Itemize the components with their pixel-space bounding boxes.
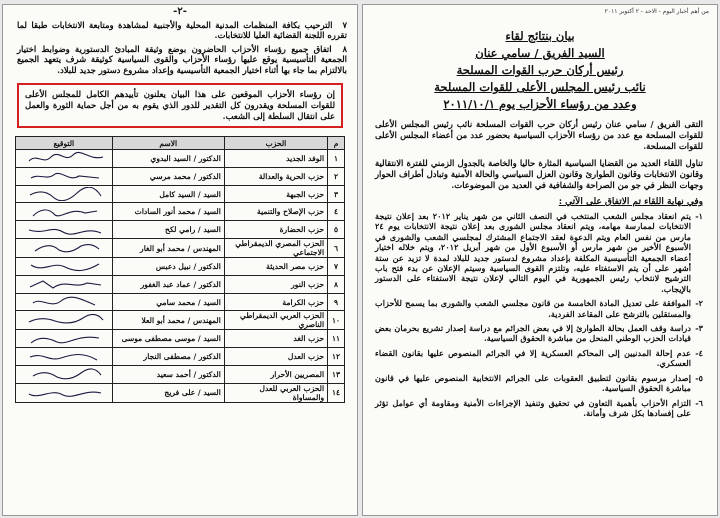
row-number: ٩ — [328, 293, 345, 311]
col-signature: التوقيع — [16, 137, 113, 150]
row-signature — [16, 150, 113, 168]
title-line-1: بيان بنتائج لقاء — [505, 29, 575, 43]
table-row — [16, 293, 345, 311]
agreement-item-7 — [17, 20, 347, 41]
agreement-point — [375, 348, 703, 369]
handwritten-signature — [25, 313, 109, 327]
page-two — [2, 4, 358, 516]
row-name: المهندس / محمد أبو العلا — [112, 311, 224, 330]
row-number: ٦ — [328, 239, 345, 258]
row-signature — [16, 383, 113, 402]
table-row — [16, 383, 345, 402]
signatories-table — [15, 136, 345, 403]
row-signature — [16, 330, 113, 348]
row-name: الدكتور / السيد البدوي — [112, 150, 224, 168]
row-number: ٤ — [328, 203, 345, 221]
highlighted-statement-text: إن رؤساء الأحزاب الموقعين على هذا البيان يعلنون تأييدهم الكامل للمجلس الأعلى للقوات المسلحة ويقدرون كل التقدير للدور الذي يقوم به من أجل حماية الثورة والعمل على انتقال السلطة إلى الشعب. — [25, 89, 335, 122]
row-name: السيد / محمد أنور السادات — [112, 203, 224, 221]
agreement-point — [375, 373, 703, 394]
row-signature — [16, 348, 113, 366]
row-number: ١٠ — [328, 311, 345, 330]
row-signature — [16, 258, 113, 276]
row-name: الدكتور / عماد عبد الغفور — [112, 275, 224, 293]
row-name: السيد / السيد كامل — [112, 185, 224, 203]
table-row — [16, 330, 345, 348]
row-number: ١١ — [328, 330, 345, 348]
row-signature — [16, 203, 113, 221]
row-number: ٥ — [328, 221, 345, 239]
row-name: الدكتور / مصطفى النجار — [112, 348, 224, 366]
table-row — [16, 185, 345, 203]
handwritten-signature — [25, 223, 109, 237]
point-number: ٤- — [695, 347, 703, 358]
point-text: إصدار مرسوم بقانون لتطبيق العقوبات على الجرائم الانتخابية المنصوص عليها في قانون مباشرة الحقوق السياسية. — [375, 372, 691, 394]
table-header-row — [16, 137, 345, 150]
handwritten-signature — [25, 277, 109, 291]
statement-title — [363, 28, 717, 113]
agreed-heading: وفي نهاية اللقاء تم الاتفاق على الآتي : — [558, 197, 703, 207]
col-name: الاسم — [112, 137, 224, 150]
title-line-2: السيد الفريق / سامي عنان — [475, 46, 605, 60]
row-number: ٢ — [328, 167, 345, 185]
table-row — [16, 311, 345, 330]
row-party: حزب الإصلاح والتنمية — [224, 203, 327, 221]
page-one — [362, 4, 718, 516]
handwritten-signature — [25, 332, 109, 346]
point-text: الموافقة على تعديل المادة الخامسة من قانون مجلسي الشعب والشورى بما يسمح للأحزاب والمستقلين بالترشح على المقاعد الفردية. — [375, 298, 691, 319]
row-signature — [16, 239, 113, 258]
row-number: ١ — [328, 150, 345, 168]
agreement-item-8 — [17, 44, 347, 75]
row-party: الحزب المصري الديمقراطي الاجتماعي — [224, 239, 327, 258]
point-number: ٢- — [695, 298, 703, 309]
row-number: ٣ — [328, 185, 345, 203]
row-party: حزب العدل — [224, 348, 327, 366]
row-party: الوفد الجديد — [224, 150, 327, 168]
point-number: ٦- — [695, 397, 703, 408]
row-number: ١٤ — [328, 383, 345, 402]
row-name: المهندس / محمد أبو الغار — [112, 239, 224, 258]
row-name: السيد / محمد سامي — [112, 293, 224, 311]
table-row — [16, 203, 345, 221]
row-number: ١٣ — [328, 366, 345, 384]
row-name: السيد / على فريج — [112, 383, 224, 402]
row-signature — [16, 221, 113, 239]
handwritten-signature — [25, 169, 109, 183]
handwritten-signature — [25, 367, 109, 381]
row-party: حزب الجبهة — [224, 185, 327, 203]
row-number: ٨ — [328, 275, 345, 293]
row-party: الحزب العربي الديمقراطي الناصري — [224, 311, 327, 330]
row-name: السيد / موسى مصطفى موسى — [112, 330, 224, 348]
col-party: الحزب — [224, 137, 327, 150]
col-num: م — [328, 137, 345, 150]
point-text: التزام الأحزاب بأهمية التعاون في تحقيق وتنفيذ الإجراءات الأمنية ومقاومة أي عوامل تؤثر على إفسادها بكل شرف وأمانة. — [375, 397, 691, 418]
discussion-paragraph: تناول اللقاء العديد من القضايا السياسية المثارة حاليا والخاصة بالجدول الزمني للفترة الانتقالية وقانون الانتخابات وقانون الطوارئ وقانون العزل السياسي والحالة الأمنية وتبادل أطراف الحوار وجهات النظر في جو من الصراحة والشفافية في العديد من الموضوعات. — [375, 158, 703, 190]
handwritten-signature — [25, 151, 109, 165]
handwritten-signature — [25, 259, 109, 273]
row-party: المصريين الأحرار — [224, 366, 327, 384]
handwritten-signature — [25, 350, 109, 364]
item-number: ٧ — [342, 20, 347, 30]
handwritten-signature — [25, 295, 109, 309]
handwritten-signature — [25, 241, 109, 255]
table-row — [16, 150, 345, 168]
table-row — [16, 366, 345, 384]
table-row — [16, 348, 345, 366]
row-party: حزب الغد — [224, 330, 327, 348]
row-name: الدكتور / نبيل دعبس — [112, 258, 224, 276]
row-name: السيد / رامي لكح — [112, 221, 224, 239]
item-number: ٨ — [342, 43, 347, 54]
handwritten-signature — [25, 187, 109, 201]
page-header — [363, 5, 717, 18]
item-text: الترحيب بكافة المنظمات المدنية المحلية والأجنبية لمشاهدة ومتابعة الانتخابات طبقا لما تقرره اللجنة القضائية العليا للانتخابات. — [17, 20, 347, 41]
row-signature — [16, 275, 113, 293]
row-party: حزب مصر الحديثة — [224, 258, 327, 276]
agreement-point — [375, 398, 703, 419]
intro-paragraph: التقى الفريق / سامي عنان رئيس أركان حرب القوات المسلحة نائب رئيس المجلس الأعلى للقوات المسلحة مع عدد من رؤساء الأحزاب السياسية بحضور عدد من أعضاء المجلس الأعلى للقوات المسلحة. — [375, 119, 703, 151]
title-line-3: رئيس أركان حرب القوات المسلحة — [456, 63, 624, 77]
page-number: -٢- — [173, 6, 187, 17]
table-row — [16, 167, 345, 185]
agreement-point — [375, 211, 703, 294]
point-number: ١- — [695, 211, 703, 221]
highlighted-statement — [17, 83, 343, 128]
row-party: حزب الحضارة — [224, 221, 327, 239]
row-party: حزب الكرامة — [224, 293, 327, 311]
row-number: ١٢ — [328, 348, 345, 366]
row-signature — [16, 293, 113, 311]
agreement-point — [375, 298, 703, 319]
row-signature — [16, 366, 113, 384]
row-signature — [16, 167, 113, 185]
point-number: ٣- — [695, 323, 703, 334]
table-row — [16, 239, 345, 258]
item-text: اتفاق جميع رؤساء الأحزاب الحاضرون بوضع وثيقة المبادئ الدستورية وضوابط اختيار الجمعية التأسيسية يوقع عليها رؤساء الأحزاب والقوى السياسية كوثيقة شرف يتعهد الجميع بالالتزام بما جاء بها أثناء اختيار الجمعية التأسيسية وإعداد مشروع دستور جديد للبلاد. — [17, 43, 347, 75]
table-row — [16, 221, 345, 239]
table-row — [16, 275, 345, 293]
title-line-5: وعدد من رؤساء الأحزاب يوم ٢٠١١/١٠/١ — [443, 97, 637, 111]
page-header-text: من أهم أخبار اليوم - الاحد - ٢ أكتوبر ٢٠١١ — [604, 8, 709, 15]
point-text: يتم انعقاد مجلس الشعب المنتخب في النصف الثاني من شهر يناير ٢٠١٢ بعد إعلان نتيجة الانتخابات لممارسة مهامه، ويتم انعقاد مجلس الشورى بعد إعلان نتيجة الانتخابات يوم ٢٤ مارس من نفس العام ويتم الدعوة لعقد الاجتماع المشترك لمجلسي الشعب والشورى في الأسبوع الأخير من شهر مارس أو الأسبوع الأول من شهر أبريل ٢٠١٢، ويتم خلاله اختيار أعضاء الجمعية التأسيسية المكلفة بإعداد مشروع لدستور جديد للبلاد لمدة لا تزيد عن ستة أشهر على أن يتم الاستفتاء عليه، وتلتزم القوى السياسية وسيتم الإعلان عن بدء فتح باب الترشيح لانتخاب رئيس الجمهورية في اليوم التالي لإعلان نتيجة الاستفتاء على الدستور بالإيجاب. — [375, 211, 692, 294]
table-row — [16, 258, 345, 276]
row-signature — [16, 185, 113, 203]
row-signature — [16, 311, 113, 330]
point-text: دراسة وقف العمل بحالة الطوارئ إلا في بعض الجرائم مع دراسة إصدار تشريع بحرمان بعض قيادات الحزب الوطني المنحل من مباشرة الحقوق السياسية. — [375, 323, 691, 344]
agreement-point — [375, 323, 703, 344]
handwritten-signature — [25, 205, 109, 219]
row-party: الحزب العربي للعدل والمساواة — [224, 383, 327, 402]
point-number: ٥- — [695, 372, 703, 383]
point-text: عدم إحالة المدنيين إلى المحاكم العسكرية إلا في الجرائم المنصوص عليها بقانون القضاء العسكري. — [375, 347, 691, 369]
handwritten-signature — [25, 386, 109, 400]
row-name: الدكتور / أحمد سعيد — [112, 366, 224, 384]
row-party: حزب النور — [224, 275, 327, 293]
row-party: حزب الحرية والعدالة — [224, 167, 327, 185]
row-name: الدكتور / محمد مرسي — [112, 167, 224, 185]
row-number: ٧ — [328, 258, 345, 276]
title-line-4: نائب رئيس المجلس الأعلى للقوات المسلحة — [434, 80, 646, 94]
